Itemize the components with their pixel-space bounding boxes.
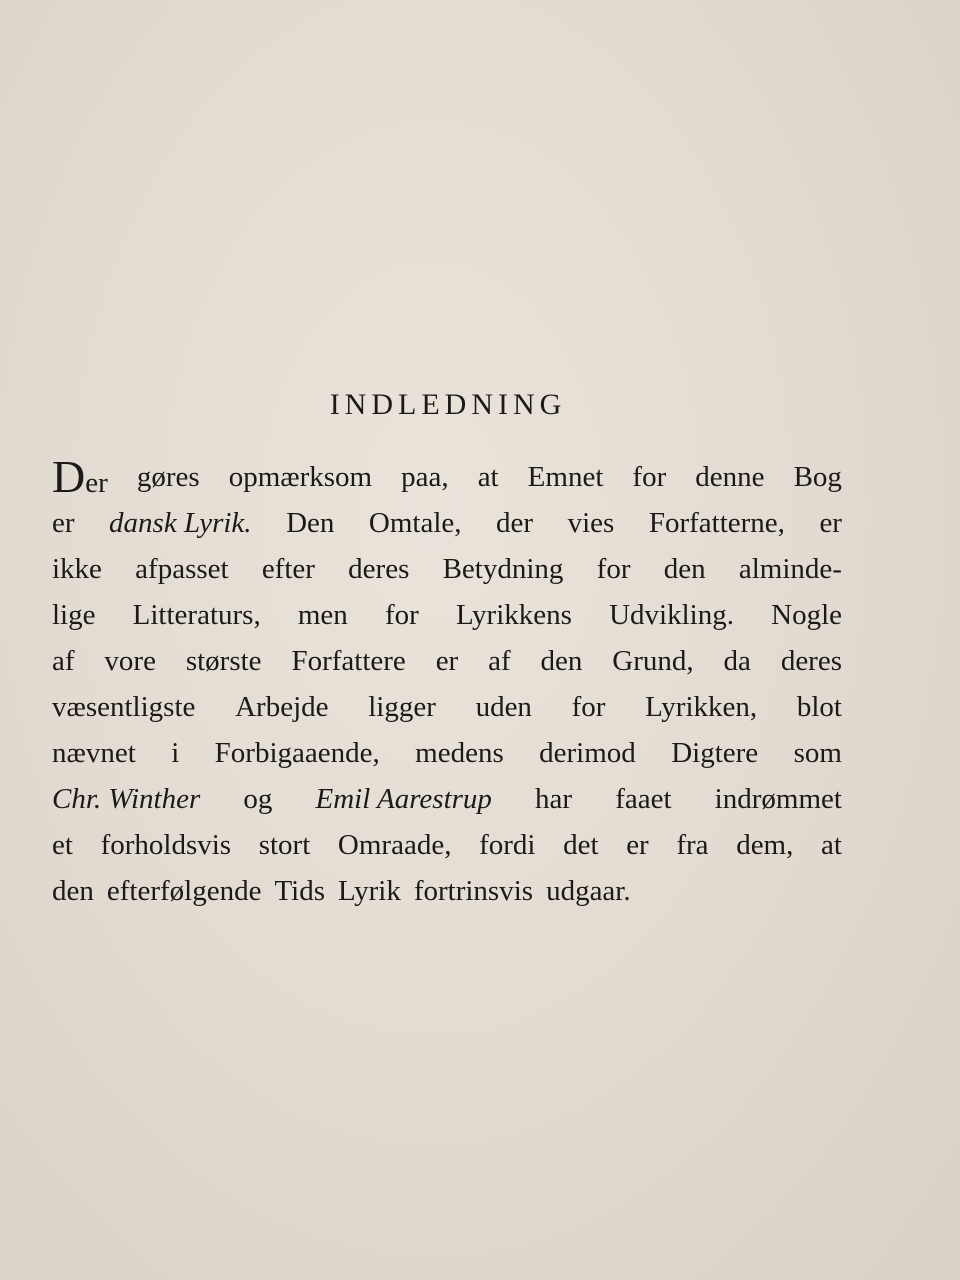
word: nævnet [52,737,136,769]
italic-word: Chr. Winther [52,783,201,815]
word: den [540,645,583,677]
text-line [52,500,842,546]
word: for [596,553,631,585]
word: ligger [368,691,436,723]
word: dem, [736,829,794,861]
chapter-heading: INDLEDNING [329,388,567,421]
word: som [793,737,842,769]
word: Lyrik [338,875,401,907]
word: ikke [52,553,102,585]
text-line [52,684,842,730]
word: opmærksom [228,461,373,493]
word: deres [780,645,842,677]
word: i [171,737,180,769]
word: Udvikling. [609,599,734,631]
word: blot [796,691,842,723]
word: medens [415,737,504,769]
text-line [52,868,842,914]
word: Bog [793,461,842,493]
word: har [535,783,573,815]
word: indrømmet [714,783,842,815]
word: fortrinsvis [413,875,534,907]
word: at [477,461,499,493]
word: faaet [615,783,672,815]
drop-cap: D [52,451,86,502]
word: Omraade, [337,829,452,861]
word: Grund, [612,645,694,677]
word: største [185,645,262,677]
word: Digtere [671,737,759,769]
word: derimod [539,737,636,769]
word: Emnet [527,461,604,493]
word: der [496,507,534,539]
word: alminde- [738,553,842,585]
text-line [52,592,842,638]
word: paa, [401,461,449,493]
word: Tids [274,875,325,907]
word: for [384,599,419,631]
italic-word: Emil Aarestrup [315,783,492,815]
text-line [52,730,842,776]
italic-word: dansk Lyrik. [109,507,252,539]
word: er [52,507,75,539]
word: af [488,645,511,677]
text-line [52,546,842,592]
word: efterfølgende [106,875,262,907]
text-line [52,776,842,822]
word: er [819,507,842,539]
word: udgaar. [546,875,631,907]
word: vore [104,645,156,677]
word: denne [695,461,765,493]
word: fra [676,829,709,861]
word: Lyrikken, [645,691,758,723]
word: et [52,829,73,861]
word: Lyrikkens [455,599,572,631]
word: fordi [479,829,536,861]
word: Forfattere [291,645,406,677]
word: at [821,829,842,861]
word: er [85,467,108,499]
word: forholdsvis [100,829,232,861]
word: uden [475,691,532,723]
body-paragraph [52,451,842,914]
word: deres [348,553,410,585]
word: gøres [136,461,200,493]
word: vies [567,507,615,539]
word: efter [261,553,315,585]
word: Nogle [771,599,842,631]
word: er [626,829,649,861]
word: Litteraturs, [132,599,261,631]
word: Betydning [442,553,564,585]
word: den [52,875,94,907]
text-line [52,822,842,868]
word: er [435,645,459,677]
word: den [663,553,706,585]
word: afpasset [135,553,229,585]
word: da [723,645,751,677]
text-line [52,451,842,502]
word: Forbigaaende, [214,737,380,769]
word: stort [258,829,311,861]
word: væsentligste [52,691,196,723]
word: og [243,783,273,815]
word: Den [286,507,335,539]
word: for [571,691,606,723]
word: Forfatterne, [648,507,785,539]
word: Omtale, [368,507,462,539]
word: lige [52,599,96,631]
text-line [52,638,842,684]
word: for [632,461,667,493]
word: af [52,645,75,677]
first-word [52,451,108,502]
word: Arbejde [235,691,329,723]
word: men [297,599,348,631]
word: det [563,829,599,861]
